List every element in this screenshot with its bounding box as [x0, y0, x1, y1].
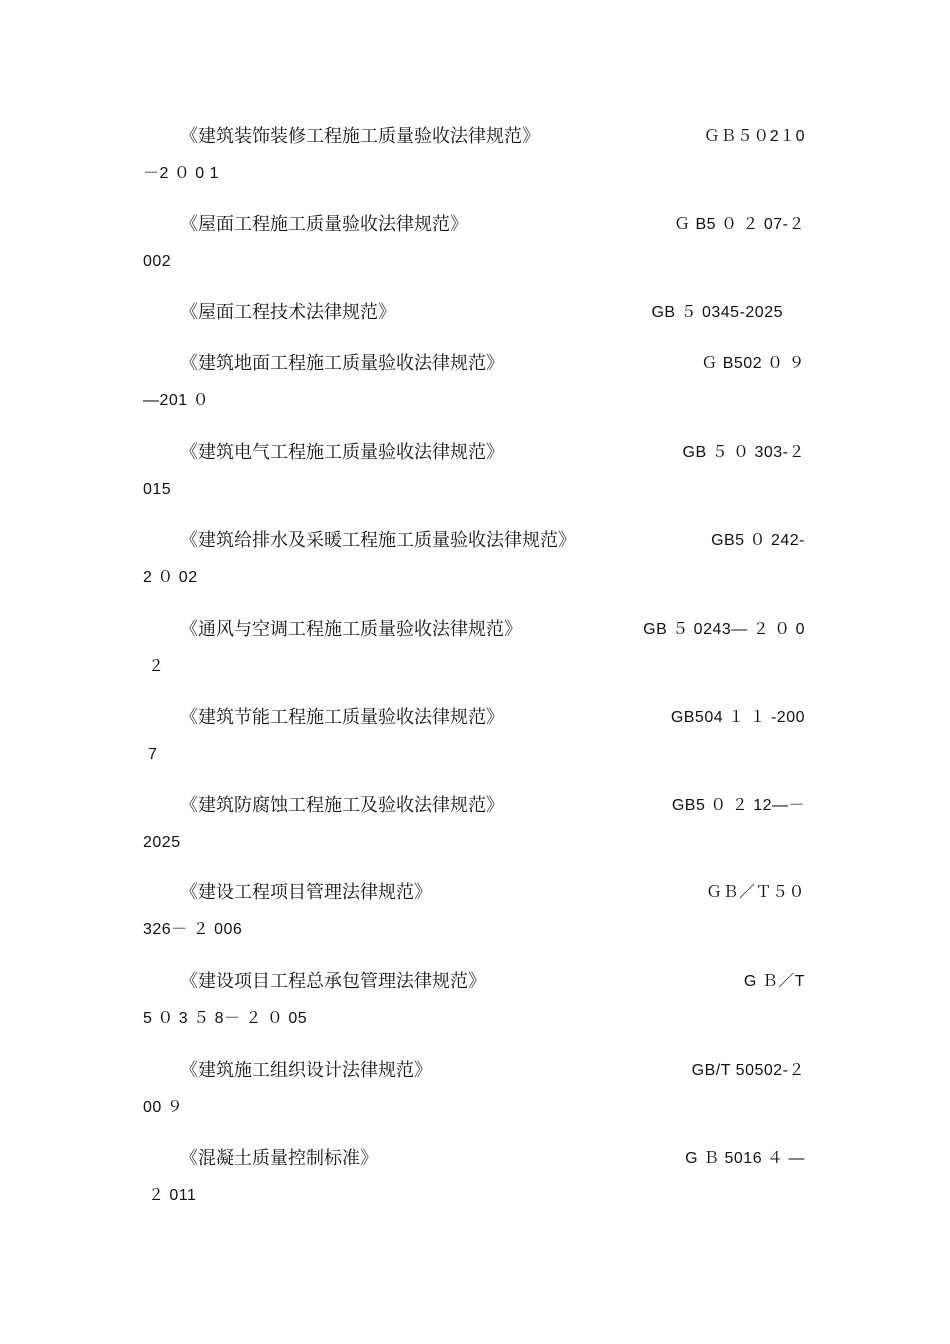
standard-code-head: GB5 ０ 242- — [711, 532, 805, 549]
standard-code-head: G Ｂ／T — [743, 973, 805, 990]
standard-code-tail: 326－ ２ 006 — [143, 921, 243, 938]
standard-code-tail: 2025 — [143, 834, 181, 851]
standard-title: 《建筑电气工程施工质量验收法律规范》 — [180, 442, 504, 463]
standard-title: 《建筑施工组织设计法律规范》 — [180, 1060, 432, 1081]
standard-title: 《屋面工程施工质量验收法律规范》 — [180, 214, 468, 235]
standard-title: 《通风与空调工程施工质量验收法律规范》 — [180, 619, 522, 640]
standard-entry — [0, 214, 950, 294]
standard-title: 《建筑给排水及采暖工程施工质量验收法律规范》 — [180, 530, 576, 551]
standard-code-head: GB/T 50502-２ — [691, 1062, 805, 1079]
standard-code-tail: —201 ０ — [143, 392, 210, 409]
standard-code-head: ＧＢ／Ｔ５０ — [705, 884, 805, 901]
standard-code-tail: －2 ０ 0 1 — [143, 165, 220, 182]
standard-entry — [0, 1148, 950, 1228]
standard-entry — [0, 795, 950, 875]
standard-title: 《建设项目工程总承包管理法律规范》 — [180, 971, 486, 992]
standard-code-tail: ２ — [143, 658, 165, 675]
standard-title: 《建筑防腐蚀工程施工及验收法律规范》 — [180, 795, 504, 816]
standard-code-tail: 002 — [143, 253, 172, 270]
standard-title: 《建筑装饰装修工程施工质量验收法律规范》 — [180, 126, 540, 147]
standard-entry — [0, 442, 950, 522]
standard-code-head: G Ｂ 5016 ４ — — [685, 1150, 805, 1167]
standard-code-head: GB5 ０ ２ 12—－ — [671, 797, 805, 814]
standard-code-head: Ｇ B502 ０ ９ — [701, 355, 805, 372]
standard-code-head: GB504 １ １ -200 — [670, 709, 805, 726]
standard-code-tail: 5 ０ 3 ５ 8－ ２ ０ 05 — [143, 1010, 308, 1027]
standard-code-head: GB ５ 0243— ２ ０ 0 — [643, 621, 805, 638]
standard-code-tail: 2 ０ 02 — [143, 569, 198, 586]
standard-code-head: ＧＢ５０2１0 — [703, 128, 805, 145]
standard-code-tail: 015 — [143, 481, 172, 498]
standard-code-tail: 7 — [143, 746, 158, 763]
standard-title: 《建设工程项目管理法律规范》 — [180, 882, 432, 903]
standard-code-head: Ｇ B5 ０ ２ 07-２ — [674, 216, 805, 233]
standard-entry — [0, 707, 950, 787]
standard-entry — [0, 353, 950, 433]
standard-entry — [0, 530, 950, 610]
standard-title: 《混凝土质量控制标准》 — [180, 1148, 378, 1169]
standard-title: 《屋面工程技术法律规范》 — [180, 302, 396, 323]
standard-entry — [0, 1060, 950, 1140]
standard-code-head: GB ５ ０ 303-２ — [682, 444, 805, 461]
standard-entry — [0, 882, 950, 962]
standard-code-tail: ２ 011 — [143, 1187, 197, 1204]
standard-entry — [0, 971, 950, 1051]
standard-entry — [0, 619, 950, 699]
standard-code-tail: 00 ９ — [143, 1099, 184, 1116]
standard-title: 《建筑地面工程施工质量验收法律规范》 — [180, 353, 504, 374]
standard-title: 《建筑节能工程施工质量验收法律规范》 — [180, 707, 504, 728]
standard-entry — [0, 126, 950, 206]
standard-code-head: GB ５ 0345-2025 — [651, 304, 783, 321]
